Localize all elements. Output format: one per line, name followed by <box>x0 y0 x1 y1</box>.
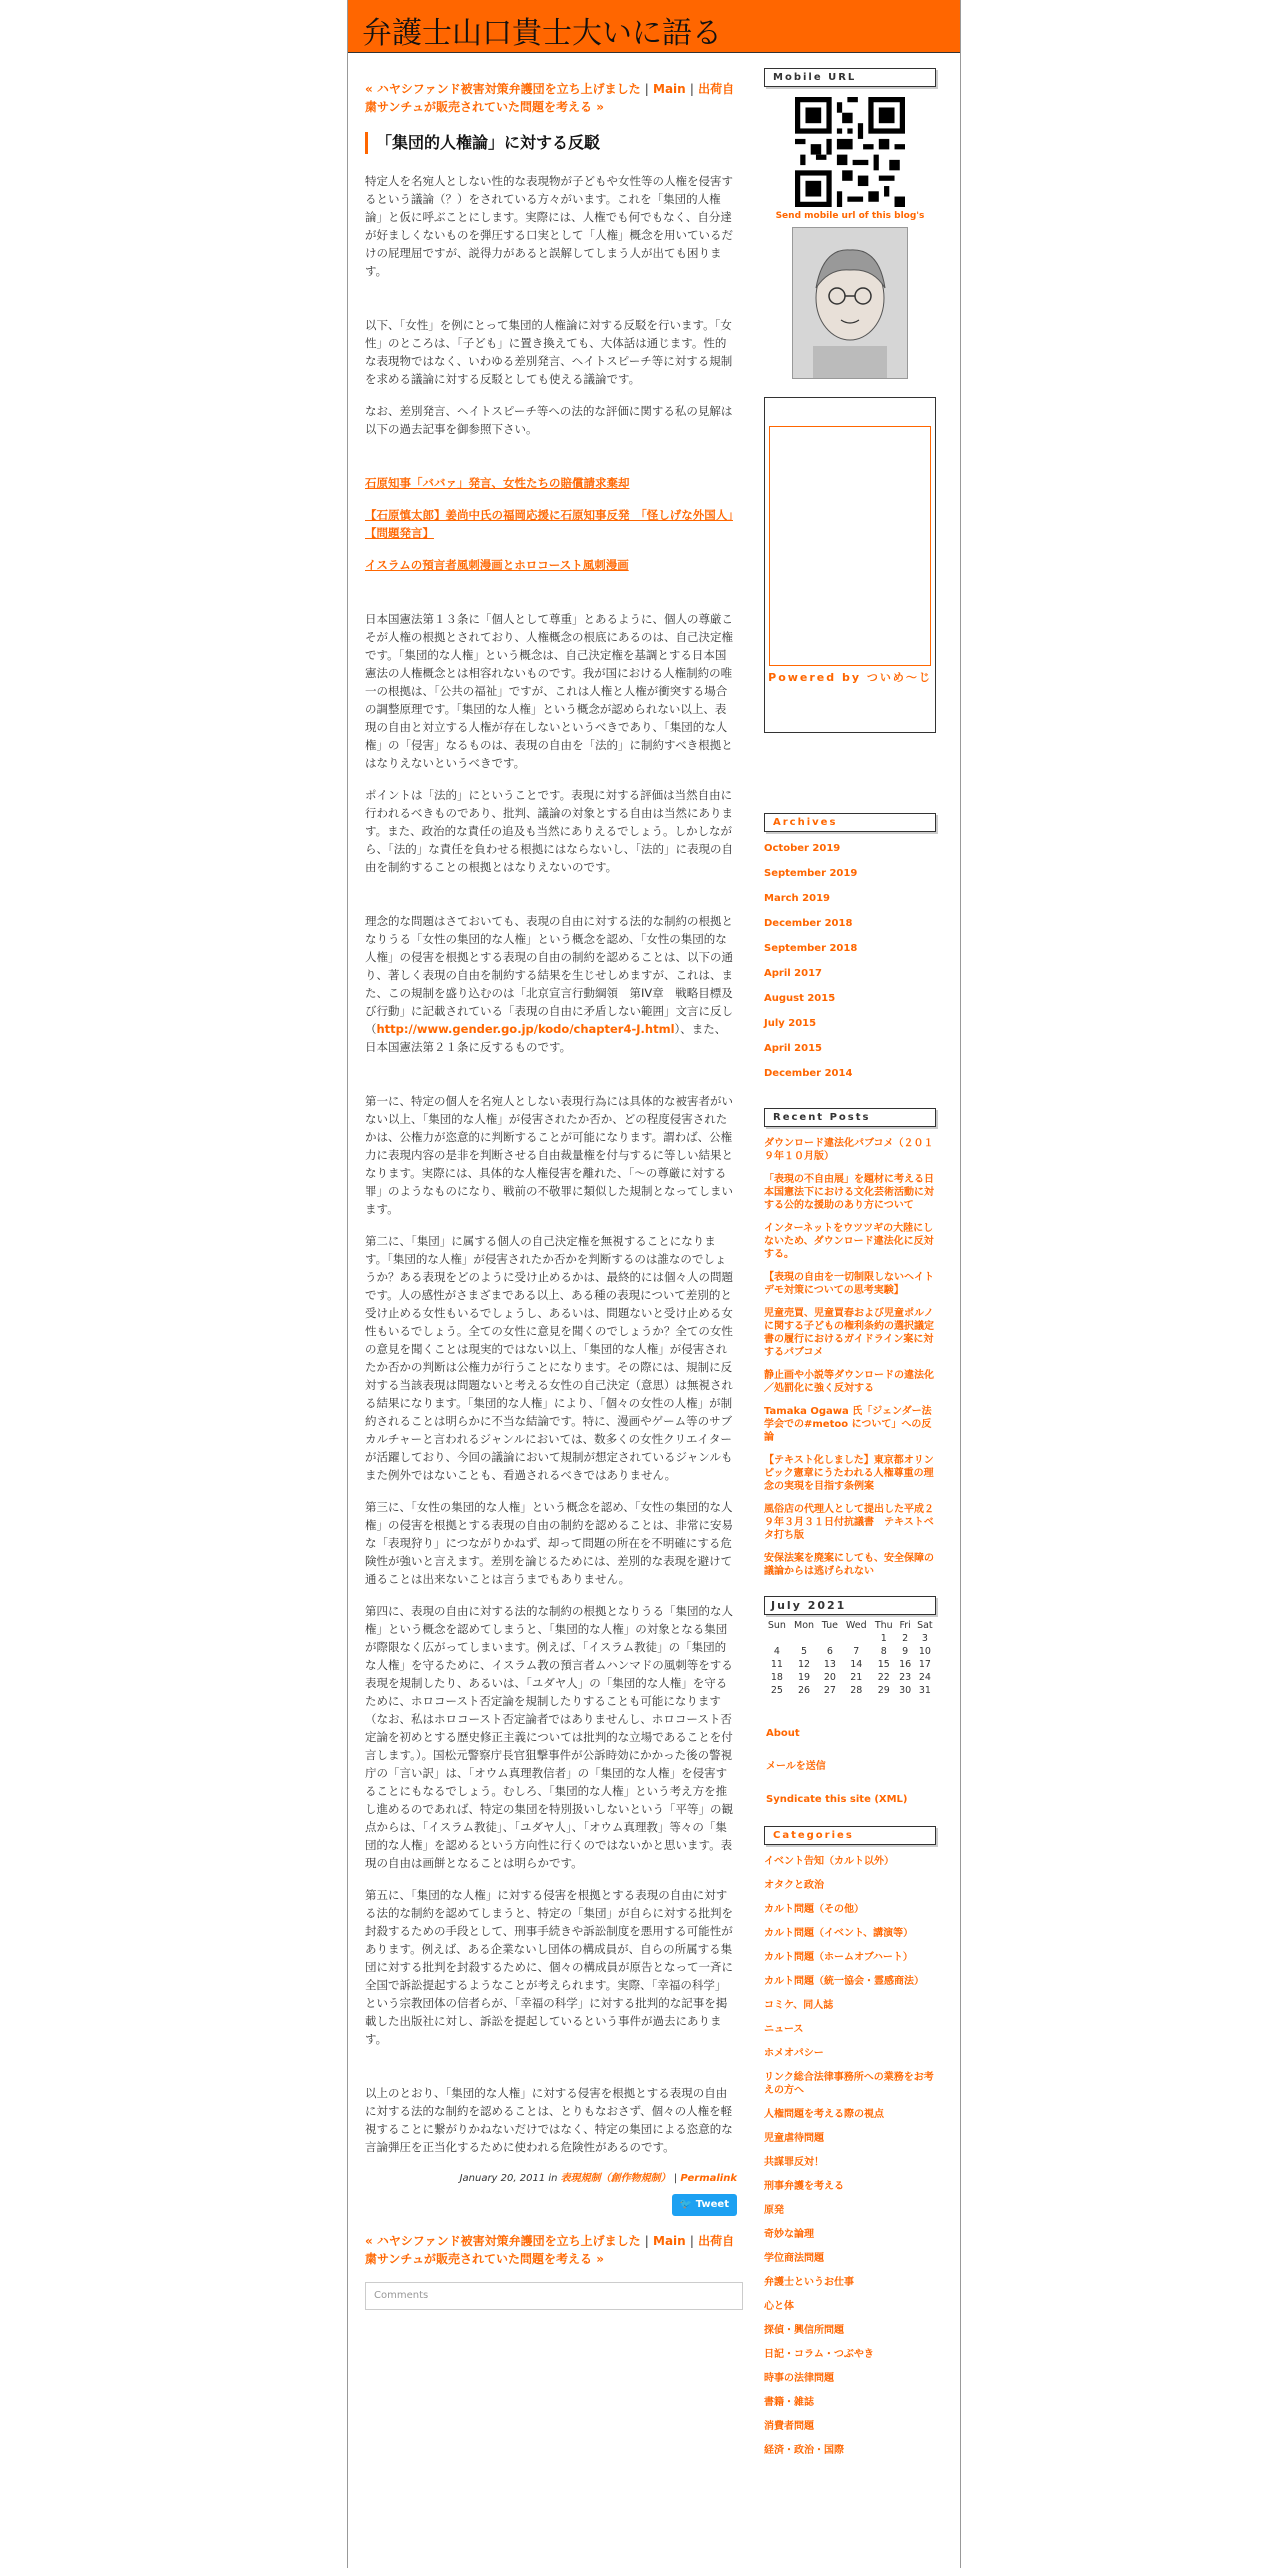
recent-post-link[interactable]: 児童売買、児童買春および児童ポルノに関する子どもの権利条約の選択議定書の履行におけるガイドライン案に対するパブコメ <box>764 1308 934 1358</box>
calendar-day: 23 <box>899 1672 912 1683</box>
calendar-day: 4 <box>773 1646 780 1657</box>
next-entry-link[interactable]: 出荷自粛サンチュが販売されていた問題を考える » <box>365 82 735 114</box>
calendar-day: 17 <box>918 1659 931 1670</box>
category-link[interactable]: 時事の法律問題 <box>764 2373 834 2384</box>
archive-link[interactable]: March 2019 <box>764 893 830 904</box>
category-link[interactable]: 心と体 <box>764 2301 794 2312</box>
recent-posts-list <box>764 1137 936 1578</box>
calendar-day: 14 <box>850 1659 863 1670</box>
recent-post-link[interactable]: Tamaka Ogawa 氏「ジェンダー法学会での#metoo について」への反論 <box>764 1406 932 1443</box>
post-category-link[interactable]: 表現規制（創作物規制） <box>560 2173 671 2184</box>
qr-code-icon <box>795 97 905 207</box>
category-link[interactable]: ホメオパシー <box>764 2048 824 2059</box>
calendar-day: 24 <box>918 1672 931 1683</box>
post-paragraph: なお、差別発言、ヘイトスピーチ等への法的な評価に関する私の見解は以下の過去記事を御参照下さい。 <box>365 404 733 436</box>
calendar-day-header: Sun <box>767 1620 786 1631</box>
calendar-day: 11 <box>770 1659 783 1670</box>
calendar-day: 3 <box>921 1633 928 1644</box>
recent-post-link[interactable]: 【テキスト化しました】東京都オリンピック憲章にうたわれる人権尊重の理念の実現を目指す条例案 <box>764 1455 934 1492</box>
post-paragraph: 理念的な問題はさておいても、表現の自由に対する法的な制約の根拠となりうる「女性の集団的な人権」という概念を認め、「女性の集団的な人権」の侵害を根拠とする表現の自由の制約を認めることは、以下の通り、著しく表現の自由を制約する結果を生じせしめますが、これは、また、この規制を盛り込むのは「北京宣言行動綱領 第IV章 戦略目標及び行動」に記載されている「表現の自由に矛盾しない範囲」文言に反し（http://www.gender.go.jp/kodo/chapter4-J.html）、また、日本国憲法第２１条に反するものです。 <box>365 914 733 1054</box>
category-link[interactable]: リンク総合法律事務所への業務をお考えの方へ <box>764 2072 934 2096</box>
calendar-day-header: Tue <box>821 1620 839 1631</box>
calendar-day: 28 <box>850 1685 863 1696</box>
calendar <box>764 1619 936 1697</box>
links-list <box>764 1727 936 1806</box>
calendar-day-header: Mon <box>794 1620 815 1631</box>
category-link[interactable]: ニュース <box>764 2024 804 2035</box>
nav-separator: | <box>689 2234 694 2248</box>
calendar-day-header: Sat <box>917 1620 933 1631</box>
archives-title: Archives <box>764 813 936 832</box>
comments-heading: Comments <box>365 2282 743 2310</box>
calendar-day: 31 <box>918 1685 931 1696</box>
calendar-day: 9 <box>902 1646 909 1657</box>
category-link[interactable]: カルト問題（統一協会・霊感商法） <box>764 1976 924 1987</box>
calendar-day: 5 <box>801 1646 808 1657</box>
category-link[interactable]: オタクと政治 <box>764 1880 824 1891</box>
nav-separator: | <box>644 82 649 96</box>
past-article-link[interactable]: 石原知事「ババァ」発言、女性たちの賠償請求棄却 <box>365 476 630 490</box>
entry-nav-top <box>365 80 737 116</box>
archives-list <box>764 842 936 1080</box>
calendar-day: 29 <box>877 1685 890 1696</box>
archive-link[interactable]: April 2015 <box>764 1043 822 1054</box>
ad-box <box>764 397 936 733</box>
gender-url-link[interactable]: http://www.gender.go.jp/kodo/chapter4-J.html <box>376 1022 675 1036</box>
twitter-bird-icon: 🐦 <box>679 2199 693 2210</box>
sidebar-link[interactable]: Syndicate this site (XML) <box>766 1794 908 1805</box>
calendar-day: 8 <box>880 1646 887 1657</box>
past-article-link[interactable]: イスラムの預言者風刺漫画とホロコースト風刺漫画 <box>365 558 629 572</box>
post-paragraph: 以下、「女性」を例にとって集団的人権論に対する反駁を行います。「女性」のところは、「子ども」に置き換えても、大体話は通じます。性的な表現物ではなく、いわゆる差別発言、ヘイトスピーチ等に対する規制を求める議論に対する反駁としても使える議論です。 <box>365 318 733 386</box>
ad-caption[interactable]: Powered by ついめ～じ <box>768 671 932 684</box>
category-link[interactable]: 奇妙な論理 <box>764 2229 814 2240</box>
post-paragraph: 日本国憲法第１３条に「個人として尊重」とあるように、個人の尊厳こそが人権の根拠とされており、人権概念の根底にあるのは、自己決定権です。「集団的な人権」という概念は、自己決定権を基調とする日本国憲法の人権概念とは相容れないものです。我が国における人権制約の唯一の根拠は、「公共の福祉」ですが、これは人権と人権が衝突する場合の調整原理です。「集団的な人権」という概念が認められない以上、表現の自由と対立する人権が存在しないというべきであり、「集団的な人権」の「侵害」なるものは、表現の自由を「法的」に制約すべき根拠とはなりえないというべきです。 <box>365 612 733 770</box>
recent-post-link[interactable]: 「表現の不自由展」を題材に考える日本国憲法下における文化芸術活動に対する公的な援助のあり方について <box>764 1174 934 1211</box>
calendar-day: 12 <box>798 1659 811 1670</box>
calendar-day: 1 <box>880 1633 887 1644</box>
main-link[interactable]: Main <box>653 2234 686 2248</box>
qr-caption[interactable]: Send mobile url of this blog's <box>775 211 925 221</box>
recent-post-link[interactable]: 【表現の自由を一切制限しないヘイトデモ対策についての思考実験】 <box>764 1272 934 1296</box>
calendar-day <box>818 1632 841 1645</box>
calendar-day: 10 <box>918 1646 931 1657</box>
category-link[interactable]: 書籍・雑誌 <box>764 2397 814 2408</box>
category-link[interactable]: 日記・コラム・つぶやき <box>764 2349 874 2360</box>
post-paragraph: ポイントは「法的」にということです。表現に対する評価は当然自由に行われるべきものであり、批判、議論の対象とする自由は当然にあります。また、政治的な責任の追及も当然にありえるでしょう。しかしながら、「法的」な責任を負わせる根拠にはならないし、「法的」に表現の自由を制約することの根拠とはなりえないのです。 <box>365 788 733 874</box>
calendar-day-header: Fri <box>899 1620 911 1631</box>
calendar-day: 27 <box>823 1685 836 1696</box>
nav-separator: | <box>644 2234 649 2248</box>
category-link[interactable]: イベント告知（カルト以外） <box>764 1856 894 1867</box>
category-link[interactable]: 学位商法問題 <box>764 2253 824 2264</box>
page-container <box>347 0 961 2568</box>
prev-entry-link[interactable]: « ハヤシファンド被害対策弁護団を立ち上げました <box>365 2234 641 2248</box>
calendar-day: 2 <box>902 1633 909 1644</box>
category-link[interactable]: コミケ、同人誌 <box>764 2000 834 2011</box>
category-link[interactable]: 共謀罪反対！ <box>764 2157 824 2168</box>
recent-post-link[interactable]: 静止画や小説等ダウンロードの違法化／処罰化に強く反対する <box>764 1370 934 1394</box>
post-paragraph: 以上のとおり、「集団的な人権」に対する侵害を根拠とする表現の自由に対する法的な制約を認めることは、とりもなおさず、個々の人権を軽視することに繋がりかねないだけではなく、特定の集団による恣意的な言論弾圧を正当化するために使われる危険性があるのです。 <box>365 2086 733 2154</box>
category-link[interactable]: 人権問題を考える際の視点 <box>764 2109 884 2120</box>
calendar-day: 15 <box>877 1659 890 1670</box>
recent-post-link[interactable]: 風俗店の代理人として提出した平成２９年３月３１日付抗議書 テキストベタ打ち版 <box>764 1504 934 1541</box>
sidebar <box>764 68 936 2468</box>
calendar-day <box>841 1632 871 1645</box>
sidebar-link[interactable]: メールを送信 <box>766 1761 826 1772</box>
calendar-day: 13 <box>823 1659 836 1670</box>
calendar-day: 18 <box>770 1672 783 1683</box>
archive-link[interactable]: August 2015 <box>764 993 836 1004</box>
category-link[interactable]: 経済・政治・国際 <box>764 2445 844 2456</box>
blog-title[interactable]: 弁護士山口貴士大いに語る <box>362 16 722 51</box>
next-entry-link[interactable]: 出荷自粛サンチュが販売されていた問題を考える » <box>365 2234 735 2266</box>
archive-link[interactable]: December 2014 <box>764 1068 853 1079</box>
post-paragraph: 第一に、特定の個人を名宛人としない表現行為には具体的な被害者がいない以上、「集団的な人権」が侵害されたか否か、どの程度侵害されたかは、公権力が恣意的に判断することが可能になります。謂わば、公権力に表現内容の是非を判断させる自由裁量権を付与するに等しい結果となります。実際には、具体的な人権侵害を離れた、「～の尊厳に対する罪」のようなものになり、戦前の不敬罪に類似した規制となってしまいます。 <box>365 1094 733 1216</box>
prev-entry-link[interactable]: « ハヤシファンド被害対策弁護団を立ち上げました <box>365 82 641 96</box>
calendar-day: 25 <box>770 1685 783 1696</box>
mobile-url-title: Mobile URL <box>764 68 936 87</box>
calendar-day <box>764 1632 790 1645</box>
calendar-day-header: Wed <box>845 1620 867 1631</box>
post-footer <box>365 2170 737 2210</box>
archive-link[interactable]: September 2019 <box>764 868 858 879</box>
category-link[interactable]: カルト問題（ホームオブハート） <box>764 1952 913 1963</box>
tweet-button[interactable]: 🐦 Tweet <box>672 2194 737 2216</box>
category-link[interactable]: 刑事弁護を考える <box>764 2181 844 2192</box>
post-paragraph: 第三に、「女性の集団的な人権」という概念を認め、「女性の集団的な人権」の侵害を根拠とする表現の自由の制約を認めることは、非常に安易な「表現狩り」につながりかねず、却って問題の所在を不明確にする危険性が強いと言えます。差別を論じるためには、差別的な表現を避けて通ることは出来ないことは言うまでもありません。 <box>365 1500 733 1586</box>
archive-link[interactable]: April 2017 <box>764 968 822 979</box>
category-link[interactable]: 消費者問題 <box>764 2421 814 2432</box>
post-paragraph: 第四に、表現の自由に対する法的な制約の根拠となりうる「集団的な人権」という概念を認めてしまうと、「集団的な人権」の対象となる集団が際限なく広がってしまいます。例えば、「イスラム教徒」の「集団的な人権」を守るために、イスラム教の預言者ムハンマドの風刺等をする表現を規制したり、あるいは、「ユダヤ人」の「集団的な人権」を守るために、ホロコースト否定論を規制したりすることも可能になります（なお、私はホロコースト否定論者ではありませんし、ホロコースト否定論を初めとする歴史修正主義については批判的な立場であることを付言します。）。国松元警察庁長官狙撃事件が公訴時効にかかった後の警視庁の「言い訳」は、「オウム真理教信者」の「集団的な人権」を侵害することにもなるでしょう。むしろ、「集団的な人権」という考え方を推し進めるのであれば、特定の集団を特別扱いしないという「平等」の観点からは、「イスラム教徒」、「ユダヤ人」、「オウム真理教」等々の「集団的な人権」を認めるという方向性に行くのではないかと思います。表現の自由は画餅となることは明らかです。 <box>365 1604 733 1870</box>
post-title: 「集団的人権論」に対する反駁 <box>365 132 737 154</box>
sidebar-link[interactable]: About <box>766 1728 800 1739</box>
category-link[interactable]: カルト問題（イベント、講演等） <box>764 1928 914 1939</box>
categories-title: Categories <box>764 1826 936 1845</box>
permalink[interactable]: Permalink <box>680 2173 737 2184</box>
calendar-day: 22 <box>877 1672 890 1683</box>
archive-link[interactable]: September 2018 <box>764 943 858 954</box>
category-link[interactable]: カルト問題（その他） <box>764 1904 864 1915</box>
post-paragraph: 第二に、「集団」に属する個人の自己決定権を無視することになります。「集団的な人権」が侵害されたか否かを判断するのは誰なのでしょうか？ある表現をどのように受け止めるかは、最終的には個々人の問題です。人の感性がさまざまである以上、ある種の表現について差別的と受け止める女性もいるでしょうし、あるいは、問題ないと受け止める女性もいるでしょう。全ての女性に意見を聞くのでしょうか？全ての女性の意見を聞くことは現実的ではない以上、「集団的な人権」が侵害されたか否かの判断は公権力が行うことになります。その際には、規制に反対する当該表現は問題ないと考える女性の自己決定（意思）は無視される結果になります。「集団的な人権」により、「個々の女性の人権」が制約されることは明らかに不当な結論です。特に、漫画やゲーム等のサブカルチャーと言われるジャンルにおいては、数多くの女性クリエイターが活躍しており、今回の議論において規制が想定されているジャンルもまた例外ではないことも、看過されるべきではありません。 <box>365 1234 733 1482</box>
calendar-day: 21 <box>850 1672 863 1683</box>
archive-link[interactable]: October 2019 <box>764 843 841 854</box>
ad-image-placeholder[interactable] <box>769 426 931 666</box>
calendar-day: 20 <box>823 1672 836 1683</box>
categories-list <box>764 1855 936 2457</box>
calendar-day: 30 <box>899 1685 912 1696</box>
category-link[interactable]: 児童虐待問題 <box>764 2133 824 2144</box>
footer-separator: | <box>673 2173 678 2184</box>
category-link[interactable]: 原発 <box>764 2205 784 2216</box>
calendar-day: 6 <box>826 1646 833 1657</box>
blog-banner <box>348 0 960 53</box>
calendar-day: 7 <box>853 1646 860 1657</box>
archive-link[interactable]: July 2015 <box>764 1018 817 1029</box>
author-avatar <box>792 227 908 379</box>
main-content <box>365 80 737 2310</box>
category-link[interactable]: 弁護士というお仕事 <box>764 2277 854 2288</box>
recent-post-link[interactable]: 安保法案を廃案にしても、安全保障の議論からは逃げられない <box>764 1553 934 1577</box>
calendar-title: July 2021 <box>764 1596 936 1615</box>
category-link[interactable]: 探偵・興信所問題 <box>764 2325 844 2336</box>
calendar-day: 19 <box>798 1672 811 1683</box>
post-paragraph: 第五に、「集団的な人権」に対する侵害を根拠とする表現の自由に対する法的な制約を認めてしまうと、特定の「集団」が自らに対する批判を封殺するための手段として、刑事手続きや訴訟制度を悪用する可能性があります。例えば、ある企業ないし団体の構成員が、自らの所属する集団に対する批判を封殺するために、個々の構成員が原告となって一斉に全国で訴訟提起するようなことが考えられます。実際、「幸福の科学」という宗教団体の信者らが、「幸福の科学」に対する批判的な記事を掲載した出版社に対し、訴訟を提起しているという事件が過去にあります。 <box>365 1888 733 2046</box>
calendar-day <box>790 1632 819 1645</box>
recent-post-link[interactable]: ダウンロード違法化パブコメ（２０１９年１０月版） <box>764 1138 934 1162</box>
archive-link[interactable]: December 2018 <box>764 918 853 929</box>
calendar-day: 16 <box>899 1659 912 1670</box>
post-date: January 20, 2011 in <box>459 2173 558 2184</box>
past-article-link[interactable]: 【石原慎太郎】姜尚中氏の福岡応援に石原知事反発 「怪しげな外国人」【問題発言】 <box>365 508 733 540</box>
calendar-day-header: Thu <box>874 1620 893 1631</box>
main-link[interactable]: Main <box>653 82 686 96</box>
recent-post-link[interactable]: インターネットをウツツギの大陸にしないため、ダウンロード違法化に反対する。 <box>764 1223 934 1260</box>
post-paragraph: 特定人を名宛人としない性的な表現物が子どもや女性等の人権を侵害するという議論（？）をされている方々がいます。これを「集団的人権論」と仮に呼ぶことにします。実際には、人権でも何でもなく、自分達が好ましくないものを弾圧する口実として「人権」概念を用いているだけの屁理屈ですが、説得力があると誤解してしまう人が出ても困ります。 <box>365 174 733 278</box>
calendar-day: 26 <box>798 1685 811 1696</box>
recent-posts-title: Recent Posts <box>764 1108 936 1127</box>
entry-nav-bottom <box>365 2232 737 2268</box>
nav-separator: | <box>689 82 694 96</box>
